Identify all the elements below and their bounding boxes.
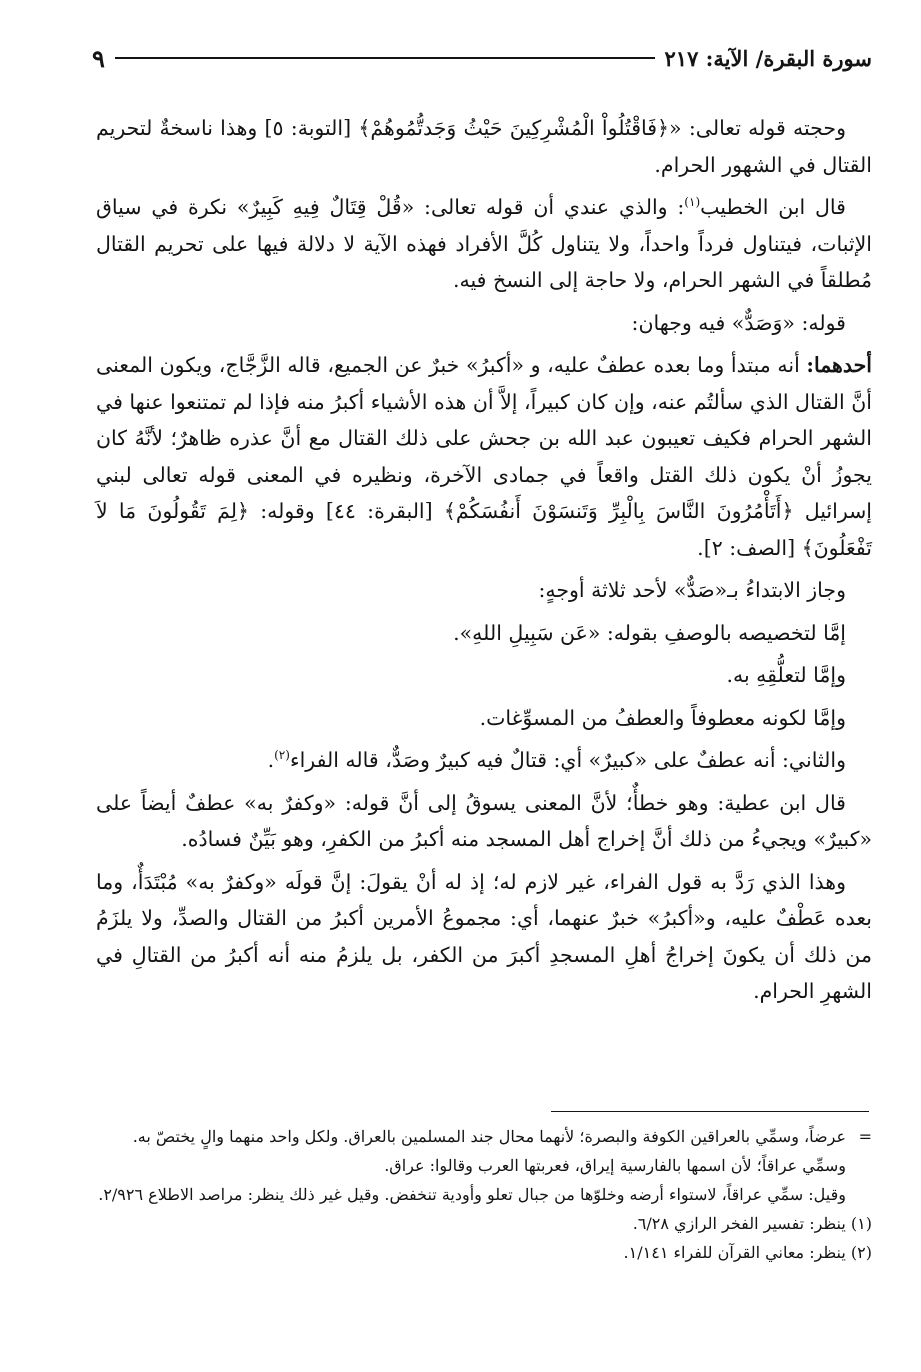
footnotes <box>96 1122 872 1267</box>
paragraph-4-lead: أحدهما: <box>806 353 872 377</box>
footnote-separator <box>551 1111 869 1112</box>
paragraph-9-text: والثاني: أنه عطفٌ على «كبيرٌ» أي: قتالٌ فيه كبيرٌ وصَدٌّ، قاله الفراء <box>289 748 846 772</box>
paragraph-9-end: . <box>267 748 275 772</box>
header-rule <box>115 57 655 59</box>
paragraph-4 <box>96 347 872 566</box>
footnote-1: (١) ينظر: تفسير الفخر الرازي ٦/٢٨. <box>632 1214 872 1233</box>
paragraph-1: وحجته قوله تعالى: «﴿فَاقْتُلُواْ الْمُشْرِكِينَ حَيْثُ وَجَدتُّمُوهُمْ﴾ [التوبة: ٥] وهذا ناسخةٌ لتحريم القتال في الشهور الحرام. <box>96 116 872 177</box>
footnote-ref-1[interactable]: (١) <box>684 195 701 210</box>
continuation-marker: = <box>858 1127 872 1146</box>
main-text <box>96 110 872 1016</box>
paragraph-9 <box>96 742 872 779</box>
page-number: ٩ <box>92 43 105 73</box>
paragraph-11: وهذا الذي رَدَّ به قول الفراء، غير لازم له؛ إذ له أنْ يقولَ: إنَّ قولَه «وكفرٌ به» مُبْتَدَأٌ، وما بعده عَطْفٌ عليه، و«أكبرُ» خبرٌ عنهما، أي: مجموعُ الأمرين أكبرُ من القتال والصدِّ، ولا يلزَمُ من ذلك أن يكونَ إخراجُ أهلِ المسجدِ أكبرَ من الكفر، بل يلزمُ منه أنه أكبرُ من القتالِ في الشهرِ الحرام. <box>96 869 872 1003</box>
footnote-continuation-1 <box>96 1122 872 1151</box>
paragraph-2-rest: : والذي عندي أن قوله تعالى: «قُلْ قِتَالٌ فِيهِ كَبِيرٌ» نكرة في سياق الإثبات، فيتناول فرداً واحداً، ولا يتناول كُلَّ الأفراد فهذه الآية لا دلالة فيها على تحريم القتال مُطلقاً في الشهر الحرام، ولا حاجة إلى النسخ فيه. <box>96 195 872 292</box>
footnote-continuation-3: وقيل: سمِّي عراقاً، لاستواء أرضه وخلوّها من جبال تعلو وأودية تنخفض. وقيل غير ذلك ينظر: مراصد الاطلاع ٢/٩٢٦. <box>98 1185 846 1204</box>
paragraph-6: إمَّا لتخصيصه بالوصفِ بقوله: «عَن سَبِيلِ اللهِ». <box>453 620 846 645</box>
footnote-ref-2[interactable]: (٢) <box>274 748 290 763</box>
paragraph-2 <box>96 189 872 299</box>
footnote-continuation-2: وسمِّي عراقاً؛ لأن اسمها بالفارسية إيراق، فعربتها العرب وقالوا: عراق. <box>384 1156 846 1175</box>
paragraph-7: وإمَّا لتعلُّقِهِ به. <box>726 663 846 687</box>
paragraph-8: وإمَّا لكونه معطوفاً والعطفُ من المسوِّغات. <box>479 705 846 730</box>
surah-verse-title: سورة البقرة/ الآية: ٢١٧ <box>664 45 872 71</box>
paragraph-5: وجاز الابتداءُ بـ«صَدٌّ» لأحد ثلاثة أوجهٍ: <box>538 578 846 602</box>
running-header <box>92 38 872 78</box>
paragraph-4-text: أنه مبتدأ وما بعده عطفٌ عليه، و «أكبرُ» خبرٌ عن الجميع، قاله الزَّجَّاج، ويكون المعنى أنَّ القتال الذي سألتُم عنه، وإن كان كبيراً، إلاَّ أن هذه الأشياء أكبرُ منه فإذا لم تمتنعوا عنها في الشهر الحرام فكيف تعيبون عبد الله بن جحش على ذلك القتال مع أنَّ عذره ظاهرٌ؛ لأنَّهُ كان يجوزُ أنْ يكون ذلك القتل واقعاً في جمادى الآخرة، ونظيره في المعنى قوله تعالى لبني إسرائيل ﴿أَتَأْمُرُونَ النَّاسَ بِالْبِرِّ وَتَنسَوْنَ أَنفُسَكُمْ﴾ [البقرة: ٤٤] وقوله: ﴿لِمَ تَقُولُونَ مَا لاَ تَفْعَلُونَ﴾ [الصف: ٢]. <box>96 353 873 560</box>
footnote-2: (٢) ينظر: معاني القرآن للفراء ١/١٤١. <box>623 1243 872 1262</box>
paragraph-3: قوله: «وَصَدٌّ» فيه وجهان: <box>631 310 846 335</box>
paragraph-2-start: قال ابن الخطيب <box>700 195 846 219</box>
paragraph-10: قال ابن عطية: وهو خطأٌ؛ لأنَّ المعنى يسوقُ إلى أنَّ قوله: «وكفرٌ به» عطفٌ أيضاً على «كبيرٌ» ويجيءُ من ذلك أنَّ إخراج أهل المسجد منه أكبرُ من الكفرِ، وهو بَيِّنٌ فسادُه. <box>96 790 872 851</box>
footnote-continuation-1-text: عرضاً، وسمِّي بالعراقين الكوفة والبصرة؛ لأنهما محال جند المسلمين بالعراق. ولكل واحد منهما والٍ يختصّ به. <box>132 1127 846 1146</box>
